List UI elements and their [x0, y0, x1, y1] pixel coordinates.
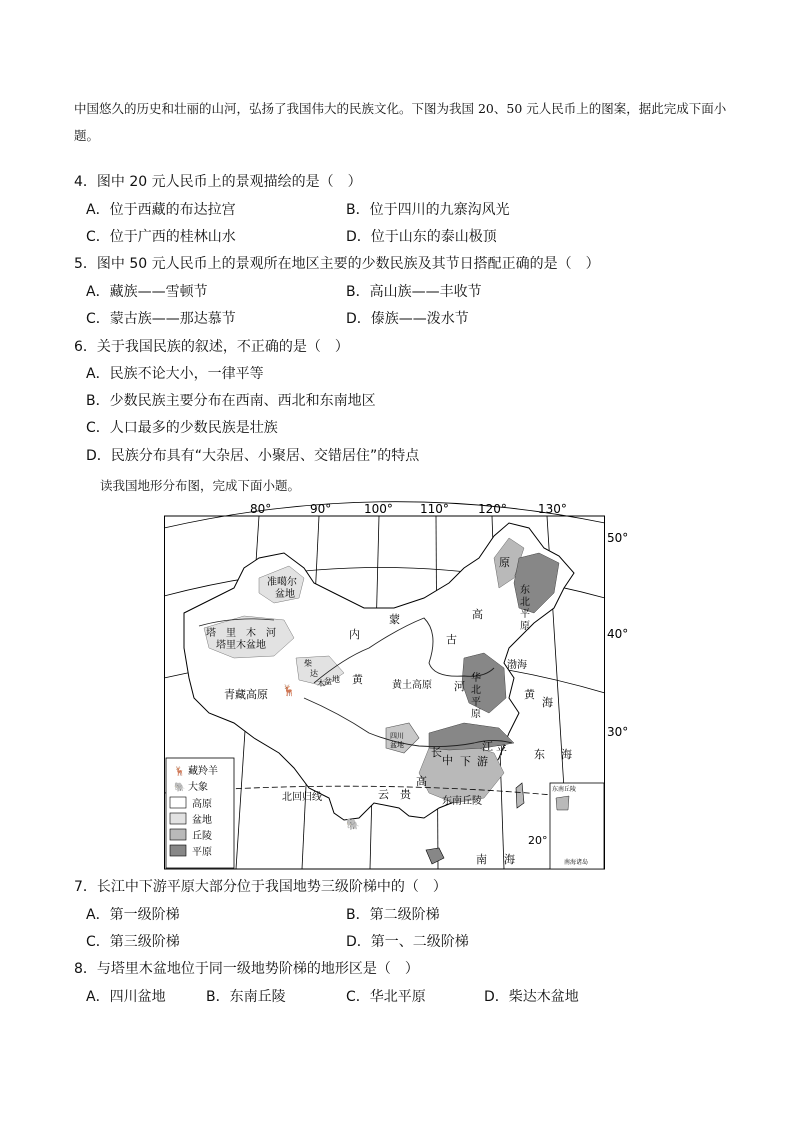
lat-label-50: 50°	[607, 531, 629, 545]
label-southeast-hills: 东南丘陵	[442, 796, 482, 807]
question-6: 6．关于我国民族的叙述，不正确的是（ ）	[74, 339, 349, 355]
label-yuan-north: 原	[499, 556, 510, 569]
q8-option-d[interactable]: D．柴达木盆地	[484, 989, 579, 1005]
lat-label-40: 40°	[607, 627, 629, 641]
china-terrain-map	[164, 498, 629, 870]
label-gao: 高	[416, 775, 427, 788]
q6-option-a[interactable]: A．民族不论大小，一律平等	[86, 366, 264, 382]
label-northeast-4: 原	[520, 621, 530, 632]
label-inner-mongolia-1: 内	[349, 628, 360, 641]
label-north-china-4: 原	[471, 709, 481, 720]
q6-option-d[interactable]: D．民族分布具有“大杂居、小聚居、交错居住”的特点	[86, 448, 420, 464]
label-north-china-1: 华	[471, 673, 481, 684]
legend-plateau-label: 高原	[192, 799, 212, 810]
label-tarim-river: 塔 里 木 河	[206, 628, 276, 639]
question-4: 4．图中 20 元人民币上的景观描绘的是（ ）	[74, 174, 362, 190]
legend-swatch-plain	[170, 845, 186, 856]
south-sea-inset	[550, 783, 604, 869]
inset-bottom: 南海诸岛	[564, 859, 589, 866]
legend-swatch-plateau	[170, 797, 186, 808]
inset-title: 东南丘陵	[552, 786, 577, 793]
label-north-china-3: 平	[471, 697, 481, 708]
label-northeast-2: 北	[520, 597, 530, 608]
question-5: 5．图中 50 元人民币上的景观所在地区主要的少数民族及其节日搭配正确的是（ ）	[74, 256, 600, 272]
q8-option-b[interactable]: B．东南丘陵	[206, 989, 286, 1005]
label-he: 河	[454, 680, 465, 693]
label-northeast-1: 东	[520, 585, 530, 596]
legend-swatch-hills	[170, 829, 186, 840]
label-east-sea-1: 东	[534, 748, 545, 761]
label-east-sea-2: 海	[561, 748, 572, 761]
label-cj-jiang: 江	[482, 740, 493, 753]
label-yungui-1: 云	[378, 788, 389, 801]
lon-label-130: 130°	[538, 502, 567, 516]
label-yellow-sea-2: 海	[542, 696, 553, 709]
lat-label-30: 30°	[607, 725, 629, 739]
legend-swatch-basin	[170, 813, 186, 824]
label-qaidam-3: 木	[317, 679, 325, 688]
q5-option-d[interactable]: D．傣族——泼水节	[346, 311, 469, 327]
label-south-sea-1: 南	[476, 853, 487, 866]
q7-option-b[interactable]: B．第二级阶梯	[346, 907, 440, 923]
label-sichuan-1: 四川	[390, 732, 404, 740]
label-qaidam-1: 柴	[304, 659, 312, 668]
label-sichuan-2: 盆地	[390, 741, 404, 749]
label-cj-xia: 下	[460, 755, 471, 768]
label-qinghai-tibet: 青藏高原	[224, 688, 268, 701]
q6-option-b[interactable]: B．少数民族主要分布在西南、西北和东南地区	[86, 393, 376, 409]
label-yungui-2: 贵	[400, 788, 411, 801]
legend-elephant-icon: 🐘	[174, 783, 186, 793]
lon-label-110: 110°	[420, 502, 449, 516]
label-junggar-2: 盆地	[275, 589, 295, 600]
q6-option-c[interactable]: C．人口最多的少数民族是壮族	[86, 420, 278, 436]
label-cj-ping: 平	[496, 744, 507, 757]
label-south-sea-2: 海	[504, 853, 515, 866]
label-inner-mongolia-4: 高	[472, 608, 483, 621]
label-qaidam-5: 地	[332, 675, 340, 684]
label-huang: 黄	[352, 673, 363, 686]
label-loess-plateau: 黄土高原	[392, 680, 432, 691]
map-intro: 读我国地形分布图，完成下面小题。	[100, 478, 301, 493]
q8-option-a[interactable]: A．四川盆地	[86, 989, 166, 1005]
label-junggar-1: 准噶尔	[267, 577, 297, 588]
label-cj-chang: 长	[431, 746, 442, 759]
label-tarim-basin: 塔里木盆地	[216, 640, 266, 651]
lon-label-120: 120°	[478, 502, 507, 516]
lon-label-90: 90°	[310, 502, 332, 516]
q5-option-c[interactable]: C．蒙古族——那达慕节	[86, 311, 236, 327]
q4-option-d[interactable]: D．位于山东的泰山极顶	[346, 229, 497, 245]
q5-option-b[interactable]: B．高山族——丰收节	[346, 284, 482, 300]
q4-option-c[interactable]: C．位于广西的桂林山水	[86, 229, 236, 245]
q7-option-c[interactable]: C．第三级阶梯	[86, 934, 180, 950]
label-qaidam-4: 盆	[324, 677, 332, 686]
label-tropic: 北回归线	[282, 792, 322, 803]
lat-label-20: 20°	[528, 834, 548, 847]
question-8: 8．与塔里木盆地位于同一级地势阶梯的地形区是（ ）	[74, 961, 419, 977]
label-cj-you: 游	[477, 755, 488, 768]
antelope-icon: 🦌	[282, 684, 296, 697]
lon-label-100: 100°	[364, 502, 393, 516]
q5-option-a[interactable]: A．藏族——雪顿节	[86, 284, 208, 300]
label-inner-mongolia-3: 古	[446, 633, 457, 646]
q4-option-a[interactable]: A．位于西藏的布达拉宫	[86, 202, 236, 218]
legend-basin-label: 盆地	[192, 815, 212, 826]
label-inner-mongolia-2: 蒙	[389, 613, 400, 626]
label-cj-zhong: 中	[442, 754, 453, 767]
label-bohai: 渤海	[507, 660, 527, 671]
question-7: 7．长江中下游平原大部分位于我国地势三级阶梯中的（ ）	[74, 879, 447, 895]
legend-antelope-icon: 🦌	[174, 767, 186, 777]
legend-hills-label: 丘陵	[192, 831, 212, 842]
q7-option-d[interactable]: D．第一、二级阶梯	[346, 934, 469, 950]
legend-antelope-label: 藏羚羊	[188, 766, 218, 777]
q8-option-c[interactable]: C．华北平原	[346, 989, 426, 1005]
lon-label-80: 80°	[250, 502, 272, 516]
elephant-icon: 🐘	[346, 818, 360, 831]
intro-paragraph: 中国悠久的历史和壮丽的山河，弘扬了我国伟大的民族文化。下图为我国 20、50 元人民币上的图案，据此完成下面小题。	[74, 101, 727, 143]
legend-elephant-label: 大象	[188, 782, 208, 793]
legend-plain-label: 平原	[192, 847, 212, 858]
label-north-china-2: 北	[471, 685, 481, 696]
label-qaidam-2: 达	[310, 669, 318, 678]
label-yellow-sea-1: 黄	[524, 688, 535, 701]
q7-option-a[interactable]: A．第一级阶梯	[86, 907, 180, 923]
label-northeast-3: 平	[520, 609, 530, 620]
q4-option-b[interactable]: B．位于四川的九寨沟风光	[346, 202, 510, 218]
